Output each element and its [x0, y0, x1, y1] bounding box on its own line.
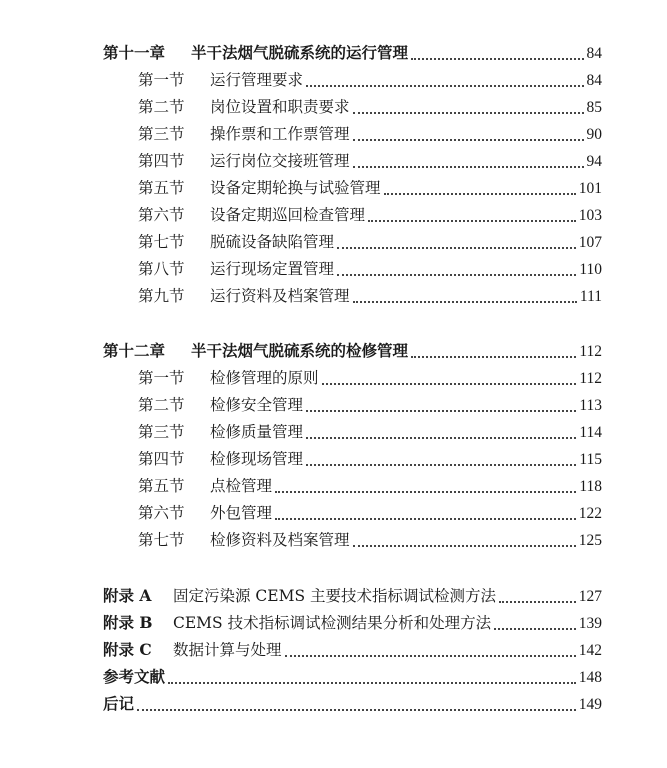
section-title: 设备定期轮换与试验管理 — [210, 179, 381, 197]
section-title: 运行现场定置管理 — [210, 260, 335, 278]
section-title: 脱硫设备缺陷管理 — [210, 233, 335, 251]
section-number: 第五节 — [138, 179, 185, 197]
dot-leader — [322, 382, 577, 385]
dot-leader — [337, 273, 576, 276]
afterword-title: 后记 — [103, 694, 135, 713]
chapter-title: 半干法烟气脱硫系统的检修管理 — [191, 341, 409, 360]
appendix-number: 附录 C — [103, 640, 152, 659]
dot-leader — [306, 436, 576, 439]
toc-appendix-a[interactable] — [103, 584, 602, 608]
page-number: 84 — [586, 72, 602, 89]
dot-leader — [285, 654, 576, 657]
page-number: 113 — [579, 397, 602, 414]
section-number: 第七节 — [138, 233, 185, 251]
section-title: 设备定期巡回检查管理 — [210, 206, 366, 224]
toc-appendix-c[interactable] — [103, 638, 602, 662]
page-number: 149 — [578, 696, 602, 713]
section-number: 第六节 — [138, 504, 185, 522]
toc-section[interactable] — [138, 68, 602, 92]
appendix-title: 数据计算与处理 — [173, 641, 282, 659]
dot-leader — [306, 409, 576, 412]
section-number: 第二节 — [138, 396, 185, 414]
section-number: 第六节 — [138, 206, 185, 224]
page-number: 115 — [579, 451, 602, 468]
appendix-number: 附录 A — [103, 586, 152, 605]
dot-leader — [411, 57, 583, 60]
section-title: 运行资料及档案管理 — [210, 287, 350, 305]
toc-section[interactable] — [138, 420, 602, 444]
toc-section[interactable] — [138, 474, 602, 498]
section-number: 第一节 — [138, 369, 185, 387]
section-title: 检修资料及档案管理 — [210, 531, 350, 549]
section-number: 第一节 — [138, 71, 185, 89]
appendix-title: CEMS 技术指标调试检测结果分析和处理方法 — [173, 614, 492, 632]
page-number: 111 — [579, 288, 602, 305]
page-number: 118 — [579, 478, 602, 495]
toc-section[interactable] — [138, 176, 602, 200]
section-title: 操作票和工作票管理 — [210, 125, 350, 143]
dot-leader — [368, 219, 576, 222]
dot-leader — [353, 300, 577, 303]
toc-appendix-b[interactable] — [103, 611, 602, 635]
section-number: 第四节 — [138, 450, 185, 468]
toc-section[interactable] — [138, 149, 602, 173]
dot-leader — [275, 490, 576, 493]
section-title: 检修管理的原则 — [210, 369, 319, 387]
page-number: 84 — [586, 45, 602, 62]
page-number: 114 — [579, 424, 602, 441]
page-number: 125 — [578, 532, 602, 549]
toc-section[interactable] — [138, 203, 602, 227]
toc-section[interactable] — [138, 393, 602, 417]
dot-leader — [499, 600, 576, 603]
toc-chapter-11[interactable] — [103, 41, 602, 65]
page-number: 142 — [578, 642, 602, 659]
page-number: 103 — [578, 207, 602, 224]
toc-section[interactable] — [138, 447, 602, 471]
page-number: 112 — [579, 370, 602, 387]
page-number: 122 — [578, 505, 602, 522]
section-title: 运行岗位交接班管理 — [210, 152, 350, 170]
chapter-title: 半干法烟气脱硫系统的运行管理 — [191, 43, 409, 62]
page-number: 148 — [578, 669, 602, 686]
chapter-number: 第十二章 — [103, 341, 166, 360]
section-number: 第三节 — [138, 125, 185, 143]
appendix-number: 附录 B — [103, 613, 153, 632]
dot-leader — [353, 544, 576, 547]
toc-section[interactable] — [138, 501, 602, 525]
section-title: 检修安全管理 — [210, 396, 304, 414]
toc-section[interactable] — [138, 257, 602, 281]
section-number: 第五节 — [138, 477, 185, 495]
toc-section[interactable] — [138, 122, 602, 146]
section-title: 岗位设置和职责要求 — [210, 98, 350, 116]
page-number: 110 — [579, 261, 602, 278]
dot-leader — [306, 84, 583, 87]
section-number: 第三节 — [138, 423, 185, 441]
references-title: 参考文献 — [103, 667, 166, 686]
section-number: 第四节 — [138, 152, 185, 170]
section-title: 检修质量管理 — [210, 423, 304, 441]
dot-leader — [494, 627, 576, 630]
section-number: 第二节 — [138, 98, 185, 116]
page-number: 139 — [578, 615, 602, 632]
toc-section[interactable] — [138, 95, 602, 119]
section-number: 第七节 — [138, 531, 185, 549]
dot-leader — [168, 681, 576, 684]
toc-section[interactable] — [138, 284, 602, 308]
toc-chapter-12[interactable] — [103, 339, 602, 363]
page-number: 107 — [578, 234, 602, 251]
section-title: 运行管理要求 — [210, 71, 304, 89]
toc-references[interactable] — [103, 665, 602, 689]
dot-leader — [411, 355, 576, 358]
dot-leader — [137, 708, 576, 711]
dot-leader — [353, 138, 584, 141]
section-title: 外包管理 — [210, 504, 273, 522]
page-number: 101 — [578, 180, 602, 197]
section-number: 第八节 — [138, 260, 185, 278]
dot-leader — [337, 246, 576, 249]
page-number: 90 — [586, 126, 602, 143]
page-number: 94 — [586, 153, 602, 170]
dot-leader — [353, 165, 584, 168]
page-number: 85 — [586, 99, 602, 116]
dot-leader — [275, 517, 576, 520]
toc-afterword[interactable] — [103, 692, 602, 716]
dot-leader — [384, 192, 576, 195]
section-title: 检修现场管理 — [210, 450, 304, 468]
page-number: 127 — [578, 588, 602, 605]
toc-section[interactable] — [138, 230, 602, 254]
appendix-title: 固定污染源 CEMS 主要技术指标调试检测方法 — [173, 587, 497, 605]
toc-section[interactable] — [138, 366, 602, 390]
section-number: 第九节 — [138, 287, 185, 305]
toc-section[interactable] — [138, 528, 602, 552]
chapter-number: 第十一章 — [103, 43, 166, 62]
dot-leader — [353, 111, 584, 114]
page-number: 112 — [579, 343, 602, 360]
section-title: 点检管理 — [210, 477, 273, 495]
dot-leader — [306, 463, 576, 466]
